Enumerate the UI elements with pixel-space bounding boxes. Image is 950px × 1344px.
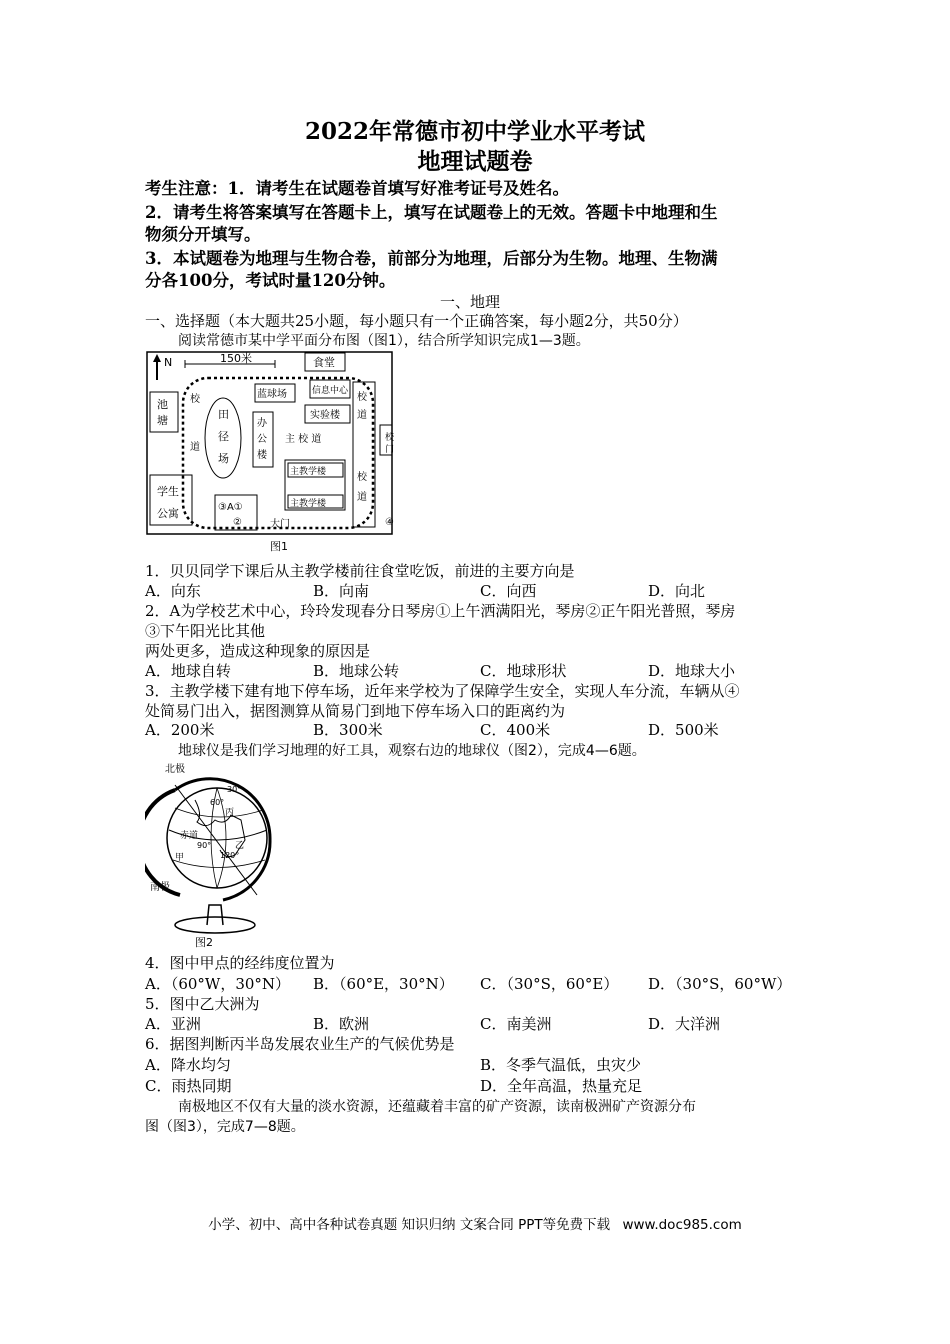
school-map-figure xyxy=(145,350,405,560)
svg-text:公寓: 公寓 xyxy=(157,507,179,520)
q3-option-a[interactable]: A．200米 xyxy=(145,721,215,739)
svg-text:办: 办 xyxy=(257,418,267,429)
q1-option-d[interactable]: D．向北 xyxy=(648,582,706,600)
q1-option-a[interactable]: A．向东 xyxy=(145,582,201,600)
q2-stem-cont2: 两处更多，造成这种现象的原因是 xyxy=(145,642,371,660)
svg-text:池: 池 xyxy=(157,398,168,411)
intro-fig3-line2: 图（图3），完成7—8题。 xyxy=(145,1119,305,1135)
intro-fig3-line1: 南极地区不仅有大量的淡水资源，还蕴藏着丰富的矿产资源，读南极洲矿产资源分布 xyxy=(178,1099,696,1115)
q2-option-b[interactable]: B．地球公转 xyxy=(313,662,400,680)
point-jia: 甲 xyxy=(175,853,185,863)
q6-option-c[interactable]: C．雨热同期 xyxy=(145,1077,232,1095)
q4-option-b[interactable]: B．（60°E，30°N） xyxy=(313,975,454,993)
svg-text:塘: 塘 xyxy=(157,414,168,427)
point-bing: 丙 xyxy=(225,808,235,818)
q3-stem-cont: 处简易门出入，据图测算从简易门到地下停车场入口的距离约为 xyxy=(145,702,566,720)
svg-text:道: 道 xyxy=(357,492,367,503)
q5-option-c[interactable]: C．南美洲 xyxy=(480,1015,552,1033)
equator-label: 赤道 xyxy=(180,831,199,841)
svg-text:120°: 120° xyxy=(220,851,240,860)
scale-label: 150米 xyxy=(220,352,252,365)
q4-stem: 4．图中甲点的经纬度位置为 xyxy=(145,954,335,972)
svg-text:30°: 30° xyxy=(227,785,242,794)
q6-option-b[interactable]: B．冬季气温低，虫灾少 xyxy=(480,1056,642,1074)
svg-text:②: ② xyxy=(233,517,242,528)
q2-option-c[interactable]: C．地球形状 xyxy=(480,662,567,680)
svg-text:主 校 道: 主 校 道 xyxy=(285,434,322,445)
footer-site-link[interactable]: www.doc985.com xyxy=(622,1217,742,1233)
svg-text:公: 公 xyxy=(257,434,267,445)
q1-option-c[interactable]: C．向西 xyxy=(480,582,537,600)
north-label: N xyxy=(164,356,173,369)
q2-stem: 2．A为学校艺术中心，玲玲发现春分日琴房①上午洒满阳光，琴房②正午阳光普照，琴房 xyxy=(145,602,736,620)
svg-text:主教学楼: 主教学楼 xyxy=(290,467,327,477)
q2-option-a[interactable]: A．地球自转 xyxy=(145,662,231,680)
q6-stem: 6．据图判断丙半岛发展农业生产的气候优势是 xyxy=(145,1035,455,1053)
svg-text:蓝球场: 蓝球场 xyxy=(257,389,287,400)
notice-line-4: 3．本试题卷为地理与生物合卷，前部分为地理，后部分为生物。地理、生物满 xyxy=(145,249,718,268)
notice-line-5: 分各100分，考试时量120分钟。 xyxy=(145,271,396,290)
q4-option-a[interactable]: A．（60°W，30°N） xyxy=(145,975,291,993)
notice-line-1: 考生注意：1．请考生在试题卷首填写好准考证号及姓名。 xyxy=(145,179,569,198)
svg-text:田: 田 xyxy=(218,408,229,421)
q6-option-a[interactable]: A．降水均匀 xyxy=(145,1056,231,1074)
q3-stem: 3．主教学楼下建有地下停车场，近年来学校为了保障学生安全，实现人车分流，车辆从④ xyxy=(145,682,740,700)
q4-option-d[interactable]: D．（30°S，60°W） xyxy=(648,975,792,993)
q3-option-d[interactable]: D．500米 xyxy=(648,721,719,739)
svg-text:学生: 学生 xyxy=(157,485,179,498)
svg-text:③A①: ③A① xyxy=(218,502,243,513)
globe-meridian-ring xyxy=(145,790,180,895)
svg-text:门: 门 xyxy=(385,445,395,455)
section-title: 一、选择题（本大题共25小题，每小题只有一个正确答案，每小题2分，共50分） xyxy=(145,312,688,330)
exam-subtitle: 地理试题卷 xyxy=(417,148,533,175)
svg-text:信息中心: 信息中心 xyxy=(312,386,349,396)
fig1-caption: 图1 xyxy=(270,540,288,553)
svg-text:90°: 90° xyxy=(197,841,212,850)
canteen-label: 食堂 xyxy=(313,356,335,369)
svg-text:楼: 楼 xyxy=(257,450,267,461)
south-pole-label: 南极 xyxy=(150,882,170,893)
fig2-caption: 图2 xyxy=(195,936,213,949)
page-footer xyxy=(0,1213,950,1233)
q3-option-b[interactable]: B．300米 xyxy=(313,721,383,739)
footer-text: 小学、初中、高中各种试卷真题 知识归纳 文案合同 PPT等免费下载 xyxy=(208,1217,611,1233)
q5-option-b[interactable]: B．欧洲 xyxy=(313,1015,370,1033)
q1-option-b[interactable]: B．向南 xyxy=(313,582,370,600)
svg-text:校: 校 xyxy=(385,433,395,443)
svg-text:校: 校 xyxy=(190,394,200,405)
globe-figure xyxy=(145,760,285,950)
q2-option-d[interactable]: D．地球大小 xyxy=(648,662,736,680)
svg-text:实验楼: 实验楼 xyxy=(310,410,340,421)
svg-text:主教学楼: 主教学楼 xyxy=(290,499,327,509)
intro-fig1: 阅读常德市某中学平面分布图（图1），结合所学知识完成1—3题。 xyxy=(178,333,590,349)
east-road xyxy=(353,382,375,527)
notice-line-2: 2．请考生将答案填写在答题卡上，填写在试题卷上的无效。答题卡中地理和生 xyxy=(145,203,718,222)
svg-text:径: 径 xyxy=(218,430,229,443)
north-pole-label: 北极 xyxy=(165,764,185,775)
point-yi: 乙 xyxy=(235,841,245,851)
part-title: 一、地理 xyxy=(440,293,501,311)
q5-stem: 5．图中乙大洲为 xyxy=(145,995,260,1013)
svg-text:道: 道 xyxy=(357,410,367,421)
q4-option-c[interactable]: C．（30°S，60°E） xyxy=(480,975,619,993)
svg-text:校: 校 xyxy=(357,472,367,483)
svg-text:场: 场 xyxy=(218,452,229,465)
q6-option-d[interactable]: D．全年高温，热量充足 xyxy=(480,1077,643,1095)
q3-option-c[interactable]: C．400米 xyxy=(480,721,551,739)
q5-option-a[interactable]: A．亚洲 xyxy=(145,1015,201,1033)
svg-text:大门: 大门 xyxy=(270,519,290,530)
q5-option-d[interactable]: D．大洋洲 xyxy=(648,1015,721,1033)
svg-text:校: 校 xyxy=(357,392,367,403)
svg-text:60°: 60° xyxy=(210,798,225,807)
exam-title: 2022年常德市初中学业水平考试 xyxy=(304,118,645,145)
notice-line-3: 物须分开填写。 xyxy=(145,225,261,244)
intro-fig2: 地球仪是我们学习地理的好工具，观察右边的地球仪（图2），完成4—6题。 xyxy=(178,743,646,759)
svg-text:④: ④ xyxy=(385,517,394,528)
globe-base xyxy=(175,917,255,933)
svg-text:道: 道 xyxy=(190,442,200,453)
q1-stem: 1．贝贝同学下课后从主教学楼前往食堂吃饭，前进的主要方向是 xyxy=(145,562,575,580)
q2-stem-cont: ③下午阳光比其他 xyxy=(145,622,266,640)
